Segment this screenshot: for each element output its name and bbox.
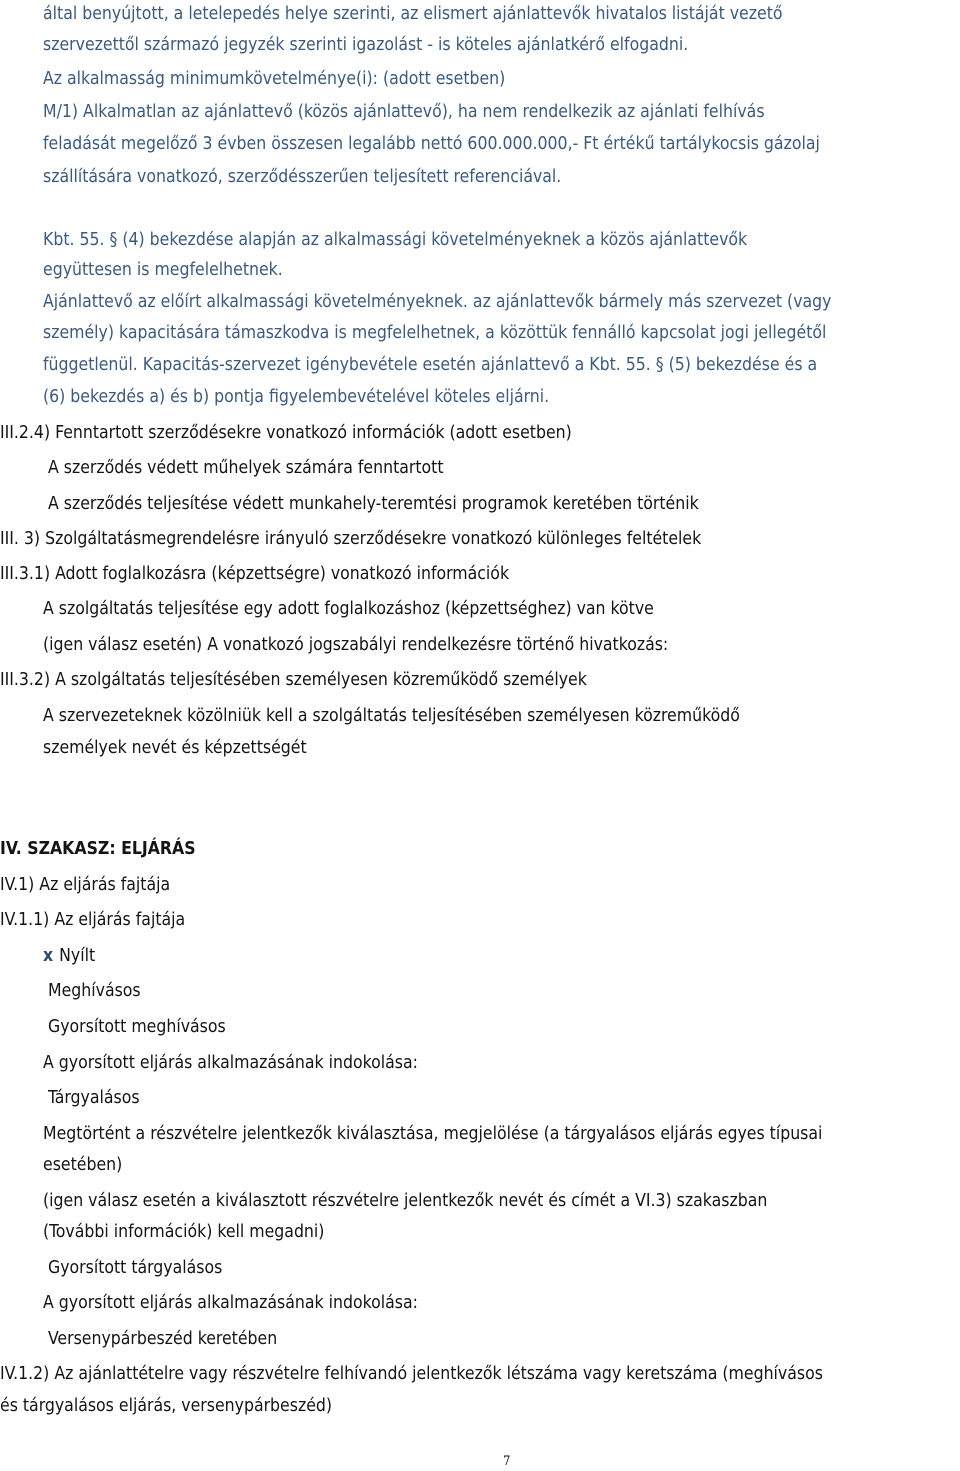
section-heading-iii31: III.3.1) Adott foglalkozásra (képzettségre) vonatkozó információk [0,564,510,584]
kbt-paragraph-line: Kbt. 55. § (4) bekezdése alapján az alkalmassági követelményeknek a közös ajánlattevők [43,230,748,250]
option-competitive-dialogue: Versenypárbeszéd keretében [48,1329,278,1349]
names-line: (igen válasz esetén a kiválasztott részvételre jelentkezők nevét és címét a VI.3) szakaszban [43,1191,768,1211]
option-accelerated-restricted: Gyorsított meghívásos [48,1017,226,1037]
section-heading-iii24: III.2.4) Fenntartott szerződésekre vonatkozó információk (adott esetben) [0,423,572,443]
kbt-paragraph-line: együttesen is megfelelhetnek. [43,260,283,280]
option-negotiated: Tárgyalásos [48,1088,140,1108]
text-line: A szervezeteknek közölniük kell a szolgáltatás teljesítésében személyesen közreműködő [43,706,740,726]
checked-mark: x [43,946,54,966]
section-title-iv: IV. SZAKASZ: ELJÁRÁS [0,839,196,859]
min-requirement-heading: Az alkalmasság minimumkövetelménye(i): (adott esetben) [43,69,506,89]
section-heading-iv1: IV.1) Az eljárás fajtája [0,875,171,895]
option-accelerated-negotiated: Gyorsított tárgyalásos [48,1258,223,1278]
text-line: A szolgáltatás teljesítése egy adott foglalkozáshoz (képzettséghez) van kötve [43,599,654,619]
m1-requirement-line: M/1) Alkalmatlan az ajánlattevő (közös ajánlattevő), ha nem rendelkezik az ajánlati felhívás [43,102,765,122]
paragraph-line: szervezettől származó jegyzék szerinti igazolást - is köteles ajánlatkérő elfogadni. [43,35,689,55]
justification-line: A gyorsított eljárás alkalmazásának indokolása: [43,1053,418,1073]
option-line: A szerződés védett műhelyek számára fenntartott [48,458,444,478]
text-line: személyek nevét és képzettségét [43,738,307,758]
option-restricted: Meghívásos [48,981,141,1001]
option-label: Nyílt [59,946,96,966]
selection-line: Megtörtént a részvételre jelentkezők kiválasztása, megjelölése (a tárgyalásos eljárás egyes típusai [43,1124,823,1144]
capacity-paragraph-line: Ajánlattevő az előírt alkalmassági követelményeknek. az ajánlattevők bármely más szervezet (vagy [43,292,832,312]
capacity-paragraph-line: személy) kapacitására támaszkodva is megfelelhetnek, a közöttük fennálló kapcsolat jogi jellegétől [43,323,827,343]
capacity-paragraph-line: függetlenül. Kapacitás-szervezet igénybevétele esetén ajánlattevő a Kbt. 55. § (5) bekezdése és a [43,355,818,375]
text-line: (igen válasz esetén) A vonatkozó jogszabályi rendelkezésre történő hivatkozás: [43,635,669,655]
names-line: (További információk) kell megadni) [43,1222,325,1242]
option-open [43,945,95,967]
m1-requirement-line: feladását megelőző 3 évben összesen legalább nettó 600.000.000,- Ft értékű tartálykocsis gázolaj [43,134,820,154]
section-heading-iv11: IV.1.1) Az eljárás fajtája [0,910,186,930]
page-number: 7 [503,1454,511,1469]
selection-line: esetében) [43,1155,123,1175]
capacity-paragraph-line: (6) bekezdés a) és b) pontja figyelembevételével köteles eljárni. [43,387,550,407]
option-line: A szerződés teljesítése védett munkahely-teremtési programok keretében történik [48,494,699,514]
m1-requirement-line: szállítására vonatkozó, szerződésszerűen teljesített referenciával. [43,167,562,187]
section-heading-iii3: III. 3) Szolgáltatásmegrendelésre irányuló szerződésekre vonatkozó különleges feltételek [0,529,702,549]
section-heading-iii32: III.3.2) A szolgáltatás teljesítésében személyesen közreműködő személyek [0,670,587,690]
section-heading-iv12: és tárgyalásos eljárás, versenypárbeszéd) [0,1396,333,1416]
section-heading-iv12: IV.1.2) Az ajánlattételre vagy részvételre felhívandó jelentkezők létszáma vagy keretszáma (meghívásos [0,1364,823,1384]
paragraph-line: által benyújtott, a letelepedés helye szerinti, az elismert ajánlattevők hivatalos listáját vezető [43,4,783,24]
justification-line: A gyorsított eljárás alkalmazásának indokolása: [43,1293,418,1313]
